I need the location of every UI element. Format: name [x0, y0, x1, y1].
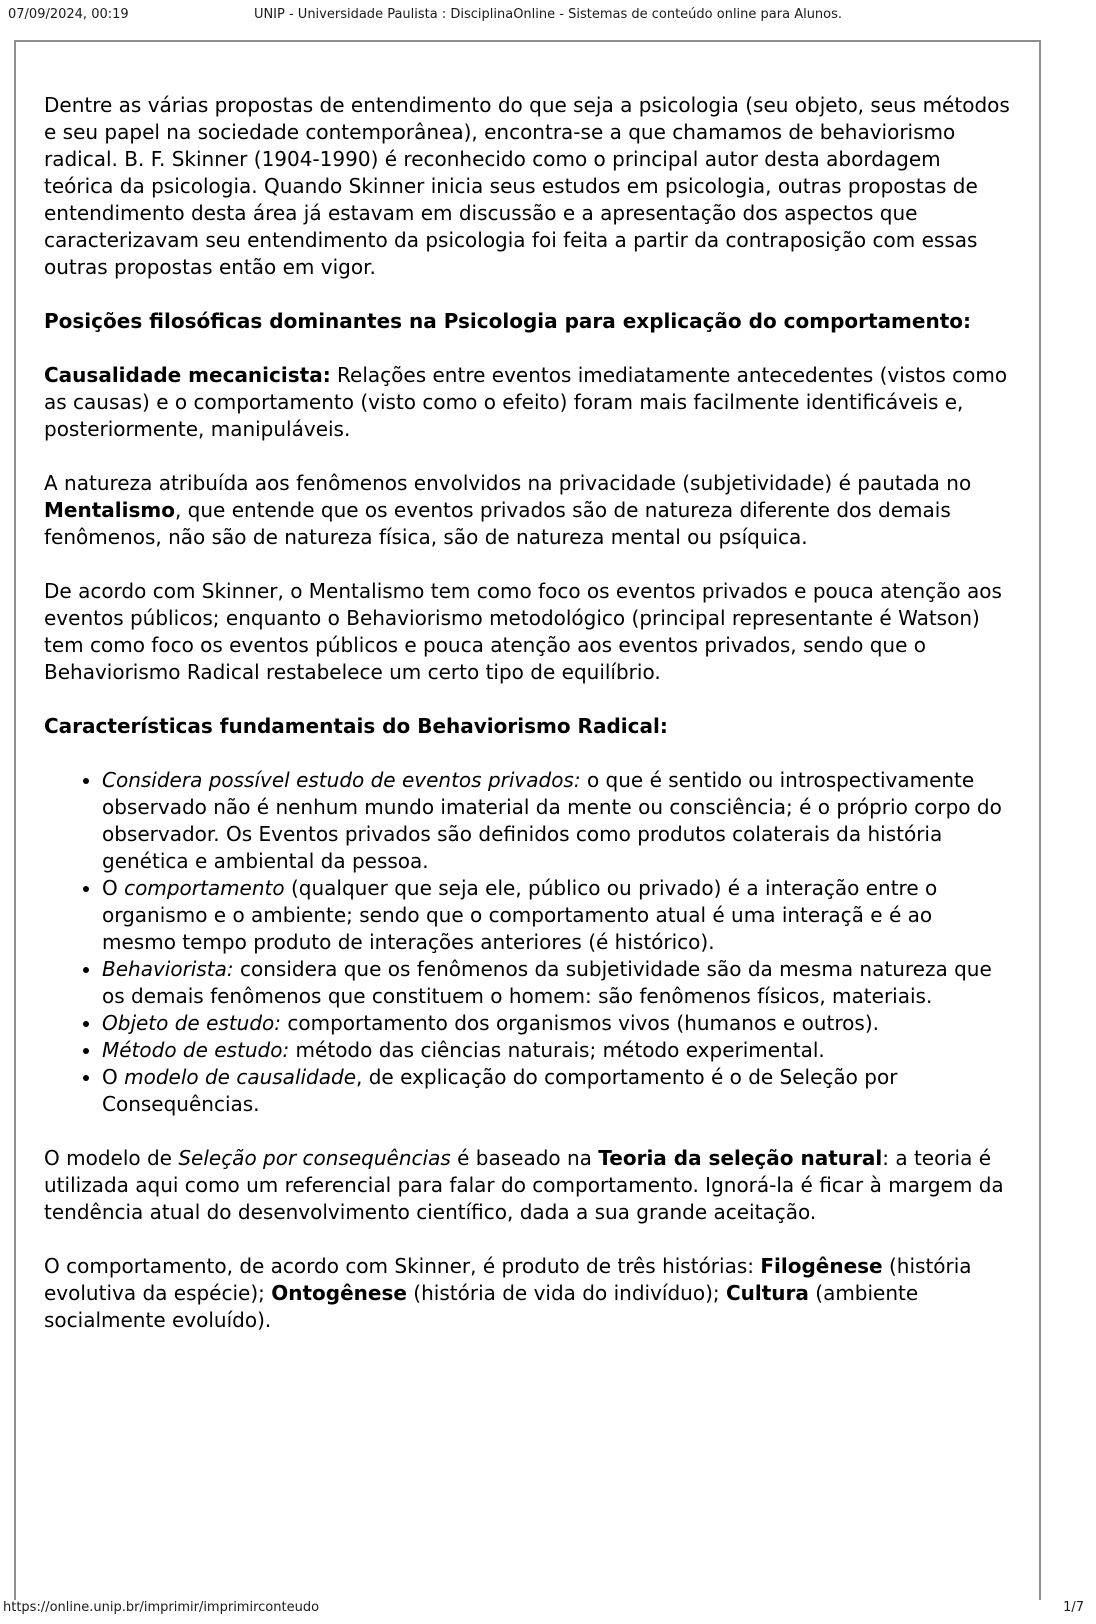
- text-run: O: [102, 1065, 125, 1089]
- list-item: [102, 1064, 1011, 1118]
- text-run: (história de vida do indivíduo);: [406, 1281, 726, 1305]
- bold-text: Características fundamentais do Behaviorismo Radical:: [44, 714, 668, 738]
- bold-text: Teoria da seleção natural: [598, 1146, 883, 1170]
- bold-text: Filogênese: [760, 1254, 883, 1278]
- content-frame: [14, 40, 1041, 1600]
- text-run: , que entende que os eventos privados são de natureza diferente dos demais fenômenos, não são de natureza física, são de natureza mental ou psíquica.: [44, 498, 951, 549]
- text-run: comportamento dos organismos vivos (humanos e outros).: [281, 1011, 879, 1035]
- text-run: método das ciências naturais; método experimental.: [289, 1038, 825, 1062]
- text-run: O comportamento, de acordo com Skinner, é produto de três histórias:: [44, 1254, 761, 1278]
- paragraph: [44, 1145, 1011, 1226]
- section-heading: [44, 308, 1011, 335]
- footer-url: https://online.unip.br/imprimir/imprimirconteudo: [3, 1600, 320, 1615]
- bold-text: Ontogênese: [271, 1281, 407, 1305]
- list-item: [102, 767, 1011, 875]
- paragraph: [44, 1253, 1011, 1334]
- paragraph: [44, 362, 1011, 443]
- section-heading: [44, 713, 1011, 740]
- text-run: , de explicação do comportamento é o de Seleção por Consequências.: [102, 1065, 898, 1116]
- list-item: [102, 956, 1011, 1010]
- text-run: é baseado na: [450, 1146, 599, 1170]
- paragraph: [44, 92, 1011, 281]
- text-run: O: [102, 876, 125, 900]
- print-timestamp: 07/09/2024, 00:19: [8, 7, 129, 22]
- document-title: UNIP - Universidade Paulista : DisciplinaOnline - Sistemas de conteúdo online para Alunos.: [253, 7, 843, 22]
- bold-text: Cultura: [725, 1281, 809, 1305]
- paragraph: [44, 470, 1011, 551]
- text-run: O modelo de: [44, 1146, 179, 1170]
- bullet-list: [44, 767, 1011, 1118]
- italic-text: Behaviorista:: [102, 957, 234, 981]
- italic-text: Seleção por consequências: [178, 1146, 451, 1170]
- italic-text: Considera possível estudo de eventos privados:: [102, 768, 581, 792]
- text-run: (qualquer que seja ele, público ou privado) é a interação entre o organismo e o ambiente; sendo que o comportamento atual é uma interaçã e é ao mesmo tempo produto de interações anteriores (é histórico).: [102, 876, 938, 954]
- list-item: [102, 1037, 1011, 1064]
- list-item: [102, 1010, 1011, 1037]
- italic-text: Objeto de estudo:: [102, 1011, 282, 1035]
- text-run: o que é sentido ou introspectivamente observado não é nenhum mundo imaterial da mente ou consciência; é o próprio corpo do observador. Os Eventos privados são definidos como produtos colaterais da história genética e ambiental da pessoa.: [102, 768, 1002, 873]
- italic-text: modelo de causalidade: [124, 1065, 357, 1089]
- page-number: 1/7: [1063, 1600, 1084, 1615]
- italic-text: comportamento: [124, 876, 285, 900]
- text-run: Dentre as várias propostas de entendimento do que seja a psicologia (seu objeto, seus métodos e seu papel na sociedade contemporânea), encontra-se a que chamamos de behaviorismo radical. B. F. Skinner (1904-1990) é reconhecido como o principal autor desta abordagem teórica da psicologia. Quando Skinner inicia seus estudos em psicologia, outras propostas de entendimento desta área já estavam em discussão e a apresentação dos aspectos que caracterizavam seu entendimento da psicologia foi feita a partir da contraposição com essas outras propostas então em vigor.: [44, 93, 1010, 279]
- bold-text: Posições filosóficas dominantes na Psicologia para explicação do comportamento:: [44, 309, 972, 333]
- document-content: [44, 92, 1011, 1334]
- bold-text: Mentalismo: [44, 498, 175, 522]
- text-run: (ambiente socialmente evoluído).: [44, 1281, 919, 1332]
- text-run: (história evolutiva da espécie);: [44, 1254, 972, 1305]
- text-run: Relações entre eventos imediatamente antecedentes (vistos como as causas) e o comportamento (visto como o efeito) foram mais facilmente identificáveis e, posteriormente, manipuláveis.: [44, 363, 1008, 441]
- bold-text: Causalidade mecanicista:: [44, 363, 331, 387]
- text-run: De acordo com Skinner, o Mentalismo tem como foco os eventos privados e pouca atenção aos eventos públicos; enquanto o Behaviorismo metodológico (principal representante é Watson) tem como foco os eventos públicos e pouca atenção aos eventos privados, sendo que o Behaviorismo Radical restabelece um certo tipo de equilíbrio.: [44, 579, 1002, 684]
- italic-text: Método de estudo:: [102, 1038, 290, 1062]
- text-run: considera que os fenômenos da subjetividade são da mesma natureza que os demais fenômenos que constituem o homem: são fenômenos físicos, materiais.: [102, 957, 992, 1008]
- text-run: : a teoria é utilizada aqui como um referencial para falar do comportamento. Ignorá-la é ficar à margem da tendência atual do desenvolvimento científico, dada a sua grande aceitação.: [44, 1146, 1004, 1224]
- list-item: [102, 875, 1011, 956]
- paragraph: [44, 578, 1011, 686]
- text-run: A natureza atribuída aos fenômenos envolvidos na privacidade (subjetividade) é pautada no: [44, 471, 972, 495]
